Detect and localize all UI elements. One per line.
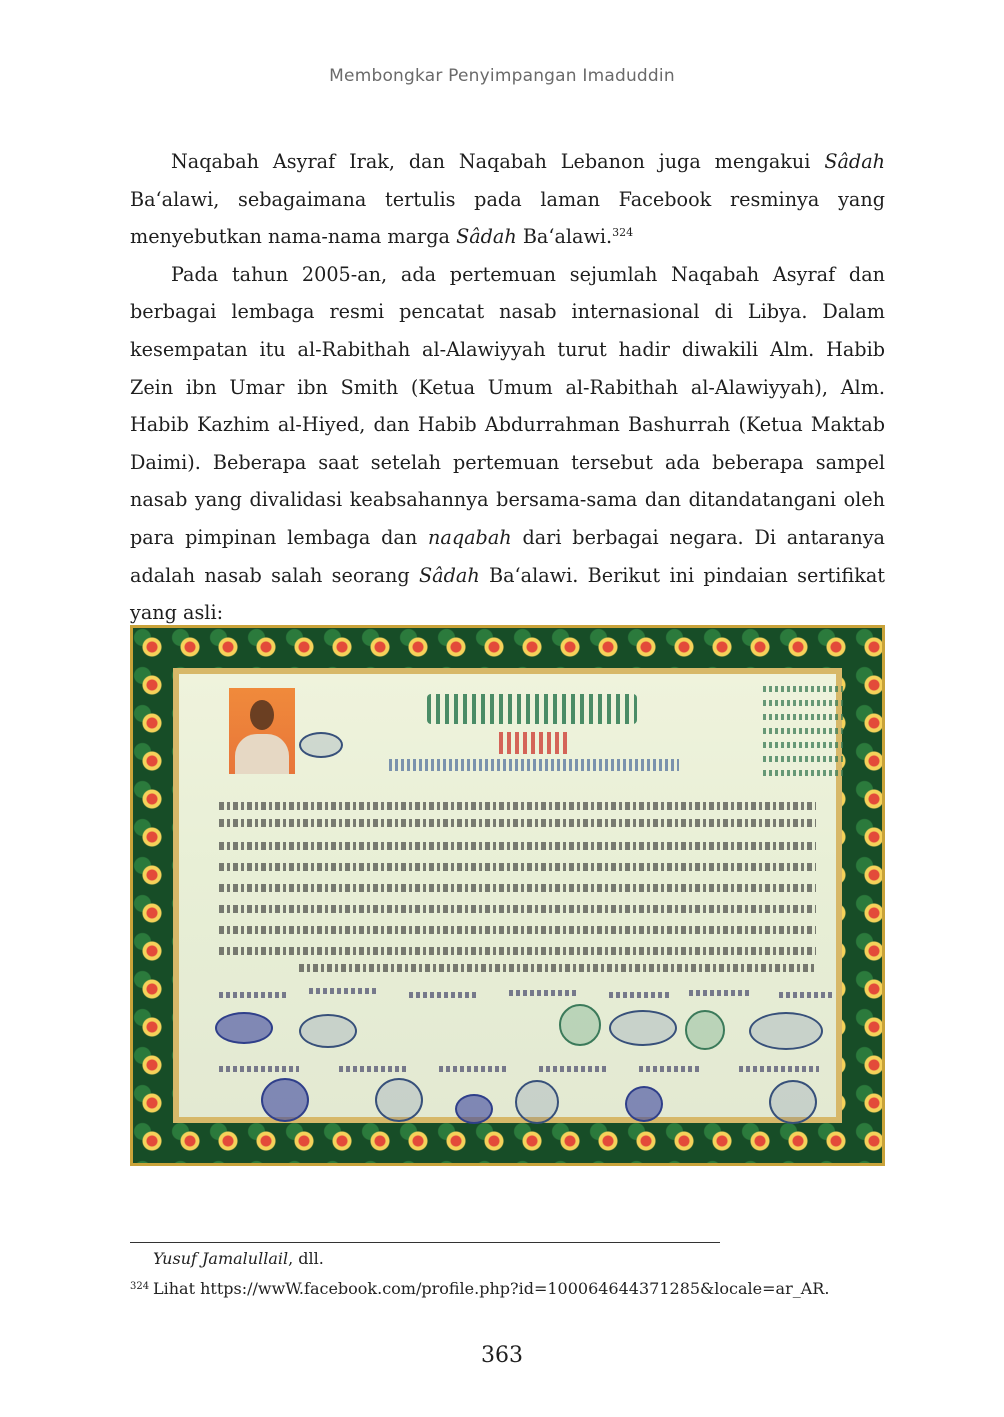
signature-line [309,988,379,994]
seal-stamp [375,1078,423,1122]
signature-line [219,992,289,998]
italic-term: Sâdah [456,225,517,249]
body-text [130,143,885,632]
signature-line [439,1066,509,1072]
seal-stamp [261,1078,309,1122]
arabic-text-line [219,863,816,871]
arabic-text-line [219,884,816,892]
paragraph-2 [130,256,885,632]
text-run: Ba‘alawi. [516,225,613,249]
running-head: Membongkar Penyimpangan Imaduddin [329,66,675,86]
seal-stamp [299,1014,357,1048]
seal-stamp [769,1080,817,1124]
certificate-scan [130,625,885,1166]
footnote-author-suffix: , dll. [288,1249,324,1268]
footnote-324 [130,1279,829,1298]
footnote-reference[interactable]: 324 [612,226,634,240]
text-run: Naqabah Asyraf Irak, dan Naqabah Lebanon juga mengakui [171,150,825,173]
side-note-line [763,686,843,692]
portrait-shoulders [235,734,289,774]
portrait-head [250,700,274,730]
arabic-title-ornament [499,732,569,754]
signature-line [539,1066,609,1072]
text-run: Pada tahun 2005-an, ada pertemuan sejumlah Naqabah Asyraf dan berbagai lembaga resmi pencatat nasab internasional di Libya. Dalam kesempatan itu al-Rabithah al-Alawiyyah turut hadir diwakili Alm. Habib Zein ibn Umar ibn Smith (Ketua Umum al-Rabithah al-Alawiyyah), Alm. Habib Kazhim al-Hiyed, dan Habib Abdurrahman Bashurrah (Ketua Maktab Daimi). Beberapa saat setelah pertemuan tersebut ada beberapa sampel nasab yang divalidasi keabsahannya bersama-sama dan ditandatangani oleh para pimpinan lembaga dan [130,262,885,549]
side-note-line [763,770,843,776]
footnote-number: 324 [130,1281,150,1292]
seal-stamp [299,732,343,758]
seal-stamp [455,1094,493,1124]
footnote-author: Yusuf Jamalullail [153,1249,289,1268]
arabic-subtitle-ornament [389,759,679,771]
side-note-line [763,700,843,706]
arabic-text-line [219,842,816,850]
arabic-text-line [299,964,816,972]
paragraph-1 [130,143,885,256]
side-note-line [763,714,843,720]
seal-stamp [559,1004,601,1046]
signature-line [779,992,834,998]
arabic-text-line [219,819,816,827]
side-note-line [763,756,843,762]
arabic-heading-ornament [427,694,637,724]
text-run: Ba‘alawi. Berikut ini pindaian sertifikat yang asli: [130,563,885,625]
footnote-rule [130,1242,720,1243]
footnote-text: Lihat https://wwW.facebook.com/profile.php?id=100064644371285&locale=ar_AR. [153,1279,830,1298]
page-number: 363 [481,1343,523,1368]
signature-line [639,1066,699,1072]
seal-stamp [625,1086,663,1122]
signature-line [739,1066,819,1072]
seal-stamp [215,1012,273,1044]
italic-term: naqabah [428,525,512,549]
seal-stamp [749,1012,823,1050]
signature-line [219,1066,299,1072]
signature-line [339,1066,409,1072]
seal-stamp [685,1010,725,1050]
footnote-continuation [153,1249,324,1268]
italic-term: Sâdah [419,563,480,587]
arabic-text-line [219,947,816,955]
arabic-text-line [219,926,816,934]
arabic-text-line [219,802,816,810]
side-note-line [763,742,843,748]
signature-line [689,990,749,996]
arabic-text-line [219,905,816,913]
signature-line [609,992,669,998]
signature-line [409,992,479,998]
text-run: Ba‘alawi, sebagaimana tertulis pada laman Facebook resminya yang menyebutkan nama-nama marga [130,187,885,249]
signature-line [509,990,579,996]
certificate-parchment [179,674,836,1117]
text-run: dari berbagai negara. Di antaranya adalah nasab salah seorang [130,525,885,587]
portrait-photo [229,688,295,774]
seal-stamp [609,1010,677,1046]
seal-stamp [515,1080,559,1124]
side-note-line [763,728,843,734]
italic-term: Sâdah [824,150,885,173]
